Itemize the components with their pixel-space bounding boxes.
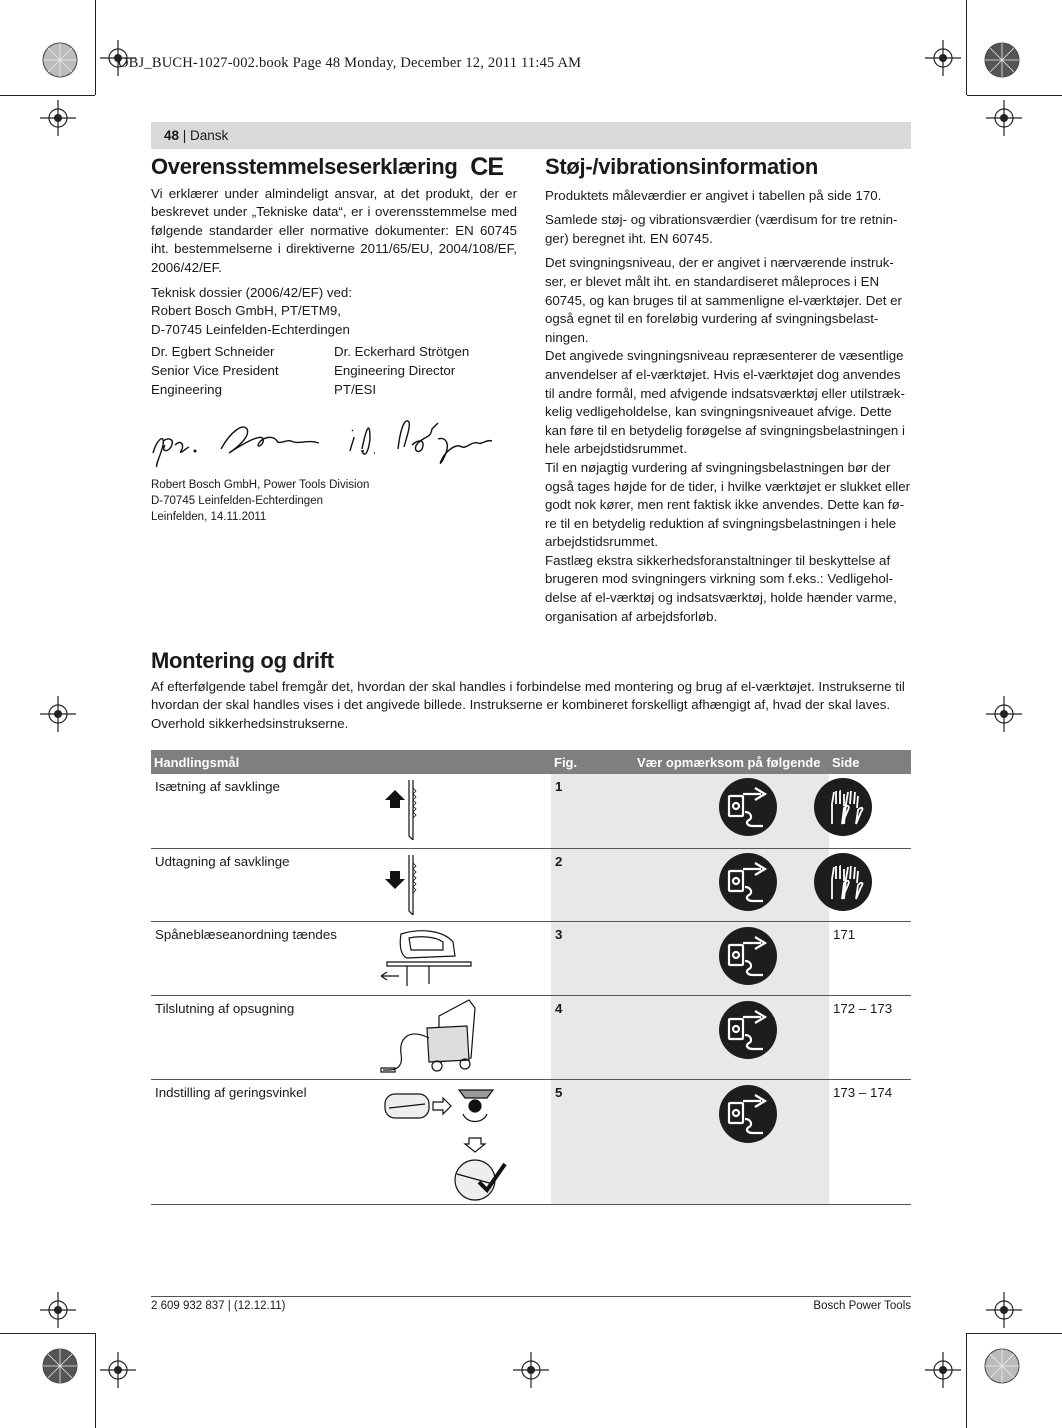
header-separator: | (179, 128, 191, 143)
footer-left: 2 609 932 837 | (12.12.11) (151, 1300, 286, 1312)
noise-paragraph: Det angivede svingningsniveau repræsenterer de væsentlige anvendelser af el-værktøjet. Hvis el-værktøjet dog anvendes til andre formål, med afvigende indsatsværktøj eller utilstræk-kelig vedligeholdelse, kan svingningsniveauet afvige. Dette kan føre til en betydelig forøgelse af svingningsbelastningen i hele arbejdstidsrummet. (545, 348, 905, 457)
noise-paragraph: Fastlæg ekstra sikkerhedsforanstaltninger til beskyttelse af brugeren mod svingningers virkning som f.eks.: Vedligehol-delse af el-værktøj og indsatsværktøj, holde hænder varme, organisation af arbejdsforløb. (545, 552, 897, 624)
technical-dossier: Teknisk dossier (2006/42/EF) ved: Robert Bosch GmbH, PT/ETM9, D-70745 Leinfelden-Echterdingen (151, 284, 353, 337)
footer-right: Bosch Power Tools (813, 1300, 911, 1312)
table-header-row (151, 750, 911, 774)
page-header-bar (151, 122, 911, 149)
noise-section (545, 154, 911, 626)
attention-cell (634, 774, 829, 848)
mounting-title: Montering og drift (151, 648, 334, 673)
table-row (151, 848, 911, 921)
action-cell: Spåneblæseanordning tændes (151, 921, 551, 995)
column-header: Fig. (551, 750, 634, 774)
unplug-icon (719, 1085, 777, 1143)
mounting-intro: Af efterfølgende tabel fremgår det, hvordan der skal handles i forbindelse med montering og brug af el-værktøjet. Instrukserne til hvordan der skal handles vises i det angivede billede. Instrukserne er kombineret forskelligt afhængigt af, hvad der skal laves. Overhold sikkerhedsinstrukserne. (151, 678, 905, 731)
conformity-title: Overensstemmelseserklæring (151, 154, 458, 179)
signatures-image (151, 409, 521, 471)
signers (151, 343, 517, 399)
footer-rule (151, 1296, 911, 1297)
vacuum-icon (379, 998, 499, 1078)
noise-paragraph: Til en nøjagtig vurdering af svingningsbelastningen bør der også tages højde for de tider, i hvilke værktøjet er slukket eller godt nok kører, men rent faktisk ikke anvendes. Dette kan fø-re til en betydelig reduktion af svingningsbelastningen i hele arbejdstidsrummet. (545, 459, 911, 550)
attention-cell (634, 921, 829, 995)
bevel-angle-icon (383, 1084, 509, 1202)
attention-cell (634, 1079, 829, 1204)
noise-paragraph: Samlede støj- og vibrationsværdier (værdisum for tre retnin-ger) beregnet iht. EN 60745. (545, 212, 898, 246)
action-cell: Tilslutning af opsugning (151, 995, 551, 1079)
fig-cell: 1 (551, 774, 634, 848)
unplug-icon (719, 853, 777, 911)
page-cell: 171 (829, 921, 911, 995)
conformity-text: Vi erklærer under almindeligt ansvar, at det produkt, der er beskrevet under „Tekniske data“, er i overensstemmelse med følgende standarder eller normative dokumenter: EN 60745 iht. bestemmelserne i direktiverne 2011/65/EU, 2004/108/EF, 2006/42/EF. (151, 185, 517, 275)
mounting-section (151, 648, 911, 733)
noise-paragraph: Det svingningsniveau, der er angivet i nærværende instruk-ser, er blevet målt iht. en standardiseret måleproces i EN 60745, og kan bruges til at sammenligne el-værktøjer. Det er også egnet til en foreløbig vurdering af svingningsbelast-ningen. (545, 255, 902, 345)
action-cell: Isætning af savklinge (151, 774, 551, 848)
column-header: Handlingsmål (151, 750, 551, 774)
page-header (164, 128, 228, 143)
fig-cell: 3 (551, 921, 634, 995)
noise-title: Støj-/vibrationsinformation (545, 154, 819, 179)
conformity-section (151, 153, 517, 525)
remove-blade-icon (383, 853, 423, 915)
unplug-icon (719, 927, 777, 985)
fig-cell: 2 (551, 848, 634, 921)
insert-blade-icon (383, 778, 423, 840)
column-header: Vær opmærksom på følgende (634, 750, 829, 774)
table-row (151, 995, 911, 1079)
column-header: Side (829, 750, 911, 774)
unplug-icon (719, 1001, 777, 1059)
page-cell: 172 – 173 (829, 995, 911, 1079)
action-cell: Indstilling af geringsvinkel (151, 1079, 551, 1204)
signer-2: Dr. Eckerhard Strötgen Engineering Director PT/ESI (334, 344, 470, 397)
page-cell: 171 (829, 848, 911, 921)
header-language: Dansk (190, 128, 229, 143)
attention-cell (634, 995, 829, 1079)
table-row (151, 774, 911, 848)
attention-cell (634, 848, 829, 921)
page-number: 48 (164, 128, 180, 143)
jigsaw-icon (379, 926, 479, 992)
noise-paragraph: Produktets måleværdier er angivet i tabellen på side 170. (545, 187, 882, 203)
print-info-line: OBJ_BUCH-1027-002.book Page 48 Monday, December 12, 2011 11:45 AM (118, 55, 582, 71)
page-cell: 173 – 174 (829, 1079, 911, 1204)
unplug-icon (719, 778, 777, 836)
company-info: Robert Bosch GmbH, Power Tools Division D-70745 Leinfelden-Echterdingen Leinfelden, 14.11.2011 (151, 479, 370, 524)
fig-cell: 5 (551, 1079, 634, 1204)
table-row (151, 1079, 911, 1204)
mounting-table (151, 750, 911, 1205)
ce-mark-icon: CE (470, 153, 503, 181)
page-cell: 171 (829, 774, 911, 848)
fig-cell: 4 (551, 995, 634, 1079)
signer-1: Dr. Egbert Schneider Senior Vice President Engineering (151, 344, 279, 397)
table-row (151, 921, 911, 995)
action-cell: Udtagning af savklinge (151, 848, 551, 921)
